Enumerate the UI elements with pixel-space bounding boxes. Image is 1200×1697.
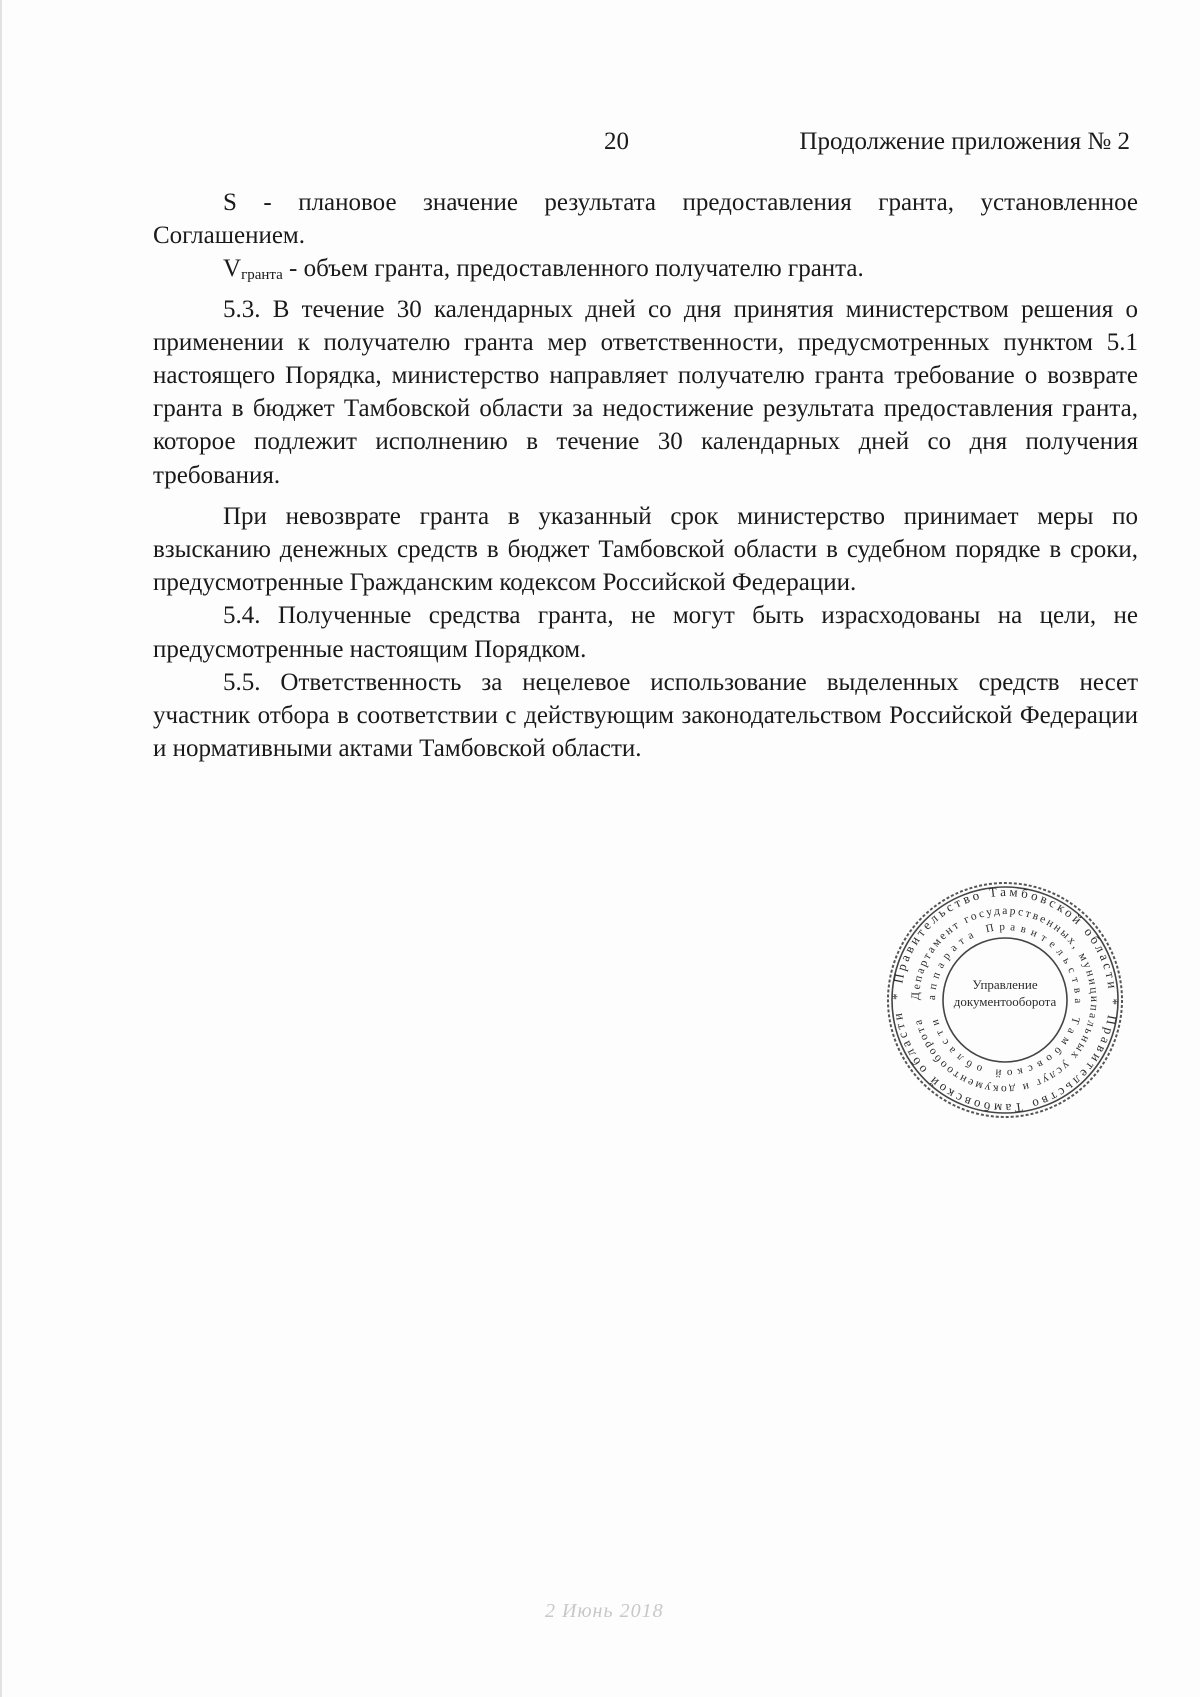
appendix-title: Продолжение приложения № 2 — [799, 128, 1130, 155]
document-body — [153, 186, 1138, 765]
v-subscript: гранта — [241, 267, 283, 284]
paragraph-non-return: При невозврате гранта в указанный срок министерство принимает меры по взысканию денежных средств в бюджет Тамбовской области в судебном порядке в сроки, предусмотренные Гражданским кодексом Российской Федерации. — [153, 502, 1138, 597]
official-seal — [885, 880, 1125, 1120]
seal-center-line2: документооборота — [953, 994, 1057, 1009]
v-symbol: V — [223, 255, 242, 283]
seal-center-text — [885, 976, 1125, 1010]
page-header — [0, 128, 1200, 168]
seal-center-line1: Управление — [972, 977, 1038, 992]
scan-edge — [0, 0, 2, 1697]
paragraph-5-4: 5.4. Полученные средства гранта, не могут быть израсходованы на цели, не предусмотренные настоящим Порядком. — [153, 602, 1138, 663]
v-definition-text: - объем гранта, предоставленного получателю гранта. — [282, 255, 864, 283]
paragraph-s-definition: S - плановое значение результата предоставления гранта, установленное Соглашением. — [153, 189, 1138, 250]
seal-inner-ring-text: аппарата Правительства Тамбовской области — [925, 920, 1085, 1080]
page-number: 20 — [604, 128, 629, 155]
paragraph-5-3: 5.3. В течение 30 календарных дней со дня принятия министерством решения о применении к получателю гранта мер ответственности, предусмотренных пунктом 5.1 настоящего Порядка, министерство направляет получателю гранта требование о возврате гранта в бюджет Тамбовской области за недостижение результата предоставления гранта, которое подлежит исполнению в течение 30 календарных дней со дня получения требования. — [153, 295, 1138, 489]
paragraph-v-definition — [153, 252, 1138, 292]
seal-outer-ring-text: * Правительство Тамбовской области * Правительство Тамбовской области — [888, 883, 1122, 1117]
seal-middle-ring-text: Департамент государственных, муниципальных услуг и документооборота — [909, 904, 1101, 1096]
paragraph-5-5: 5.5. Ответственность за нецелевое использование выделенных средств несет участник отбора в соответствии с действующим законодательством Российской Федерации и нормативными актами Тамбовской области. — [153, 668, 1138, 763]
received-stamp: 2 Июнь 2018 — [545, 1600, 664, 1622]
